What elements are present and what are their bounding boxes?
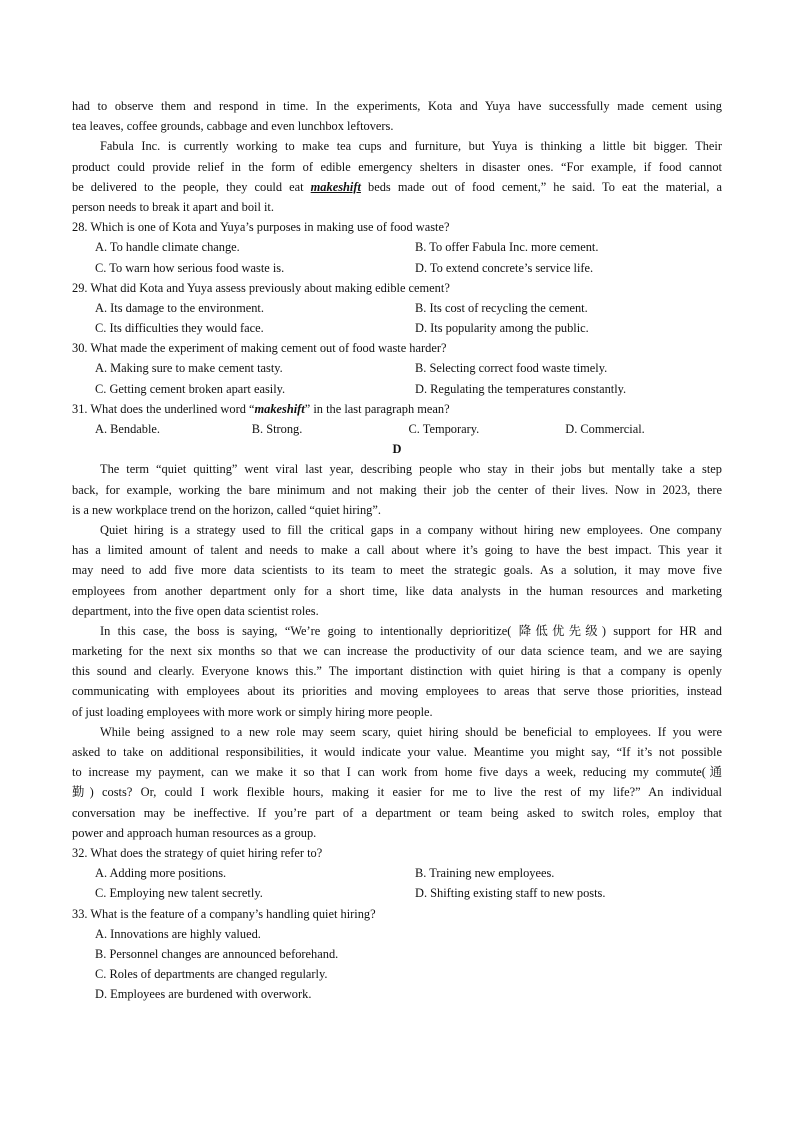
- text-span: 31. What does the underlined word “: [72, 401, 255, 416]
- text-line: Fabula Inc. is currently working to make tea cups and furniture, but Yuya is thinking a little bit bigger. Their: [100, 139, 722, 154]
- text-line: 勤) costs? Or, could I work flexible hours, making it easier for me to live the rest of my life?” An individual: [72, 785, 722, 800]
- text-line: to increase my payment, can we make it so that I can work from home five days a week, reducing my commute(通: [72, 765, 722, 780]
- exam-page: [72, 96, 722, 1004]
- text-line: has a limited amount of talent and needs to make a call about where it’s going to have the best impact. This year it: [72, 543, 722, 558]
- option-b: B. Selecting correct food waste timely.: [415, 361, 608, 376]
- option-b: B. To offer Fabula Inc. more cement.: [415, 240, 599, 255]
- text-line: In this case, the boss is saying, “We’re going to intentionally deprioritize( 降低优先级) support for HR and: [100, 623, 722, 638]
- question-32: [72, 843, 722, 904]
- option-c: C. Roles of departments are changed regularly.: [95, 967, 328, 982]
- passage-c-ending: [72, 96, 722, 217]
- option-row: [72, 237, 722, 257]
- passage-d-paragraph-3: [72, 621, 722, 722]
- option-b: B. Training new employees.: [415, 866, 555, 881]
- text-span: beds made out of food cement,” he said. To eat the material, a: [360, 179, 722, 194]
- text-span: be delivered to the people, they could eat: [72, 179, 311, 194]
- text-line: Quiet hiring is a strategy used to fill the critical gaps in a company without hiring new employees. One company: [100, 522, 722, 537]
- option-b: B. Strong.: [251, 422, 303, 436]
- underlined-word: makeshift: [310, 179, 361, 194]
- question-stem: 32. What does the strategy of quiet hiring refer to?: [72, 845, 323, 860]
- question-stem: 33. What is the feature of a company’s handling quiet hiring?: [72, 906, 376, 921]
- question-stem: 30. What made the experiment of making cement out of food waste harder?: [72, 341, 447, 356]
- text-line: of just loading employees with more work or simply hiring more people.: [72, 704, 433, 719]
- option-c: C. Getting cement broken apart easily.: [95, 381, 286, 396]
- passage-d-paragraph-2: [72, 520, 722, 621]
- option-row: [72, 298, 722, 318]
- option-d: D. Employees are burdened with overwork.: [95, 987, 312, 1002]
- question-28: [72, 217, 722, 278]
- question-stem: [72, 399, 722, 419]
- text-line: tea leaves, coffee grounds, cabbage and even lunchbox leftovers.: [72, 119, 394, 134]
- option-d: D. Regulating the temperatures constantly.: [415, 381, 627, 396]
- text-line: had to observe them and respond in time. In the experiments, Kota and Yuya have successfully made cement using: [72, 99, 722, 113]
- text-line: employees from another department only for a short time, like data analysts in the human resources and marketing: [72, 583, 722, 598]
- text-line: The term “quiet quitting” went viral last year, describing people who stay in their jobs but mentally take a step: [100, 462, 722, 477]
- text-line: power and approach human resources as a group.: [72, 825, 317, 840]
- text-line: marketing for the next six months so that we can increase the productivity of our data science team, and we are saying: [72, 644, 722, 659]
- option-a: A. Its damage to the environment.: [95, 300, 264, 315]
- option-b: B. Personnel changes are announced beforehand.: [95, 946, 339, 961]
- quoted-word: makeshift: [254, 401, 305, 416]
- option-b: B. Its cost of recycling the cement.: [415, 300, 588, 315]
- option-d: D. Shifting existing staff to new posts.: [415, 886, 606, 901]
- option-c: C. Temporary.: [408, 422, 480, 436]
- question-33: [72, 904, 722, 1005]
- option-d: D. Commercial.: [565, 422, 645, 436]
- option-d: D. To extend concrete’s service life.: [415, 260, 594, 275]
- question-30: [72, 338, 722, 399]
- option-a: A. Making sure to make cement tasty.: [95, 361, 283, 376]
- passage-d-paragraph-1: [72, 459, 722, 520]
- text-line: back, for example, working the bare minimum and not making their job the center of their lives. Now in 2023, there: [72, 482, 722, 497]
- option-row: [72, 318, 722, 338]
- option-c: C. To warn how serious food waste is.: [95, 260, 285, 275]
- option-row: [72, 863, 722, 883]
- question-stem: 28. Which is one of Kota and Yuya’s purposes in making use of food waste?: [72, 220, 450, 235]
- text-line: may need to add five more data scientists to its team to meet the strategic goals. As a solution, it may move five: [72, 563, 722, 578]
- text-line: asked to take on additional responsibilities, it would indicate your value. Meantime you might say, “If it’s not possible: [72, 745, 722, 759]
- option-c: C. Employing new talent secretly.: [95, 886, 263, 901]
- option-row: [72, 883, 722, 903]
- option-row: [72, 419, 722, 439]
- text-line: person needs to break it apart and boil it.: [72, 199, 274, 214]
- option-a: A. Bendable.: [95, 422, 161, 436]
- option-a: A. Adding more positions.: [95, 866, 227, 881]
- section-heading: D: [392, 442, 402, 457]
- question-stem: 29. What did Kota and Yuya assess previously about making edible cement?: [72, 280, 450, 295]
- passage-d-paragraph-4: [72, 722, 722, 843]
- text-line: While being assigned to a new role may seem scary, quiet hiring should be beneficial to employees. If you were: [100, 724, 722, 739]
- question-29: [72, 278, 722, 339]
- text-line: this sound and clearly. Everyone knows this.” The important distinction with quiet hiring is that a company is openly: [72, 664, 722, 679]
- text-line: [72, 177, 722, 197]
- option-c: C. Its difficulties they would face.: [95, 321, 264, 336]
- option-row: [72, 358, 722, 378]
- option-a: A. To handle climate change.: [95, 240, 240, 255]
- question-31: [72, 399, 722, 439]
- text-line: communicating with employees about its priorities and moving employees to areas that serve those priorities, instead: [72, 684, 722, 699]
- text-span: ” in the last paragraph mean?: [304, 401, 450, 416]
- text-line: is a new workplace trend on the horizon, called “quiet hiring”.: [72, 502, 381, 517]
- text-line: department, into the five open data scientist roles.: [72, 603, 319, 618]
- option-row: [72, 379, 722, 399]
- text-line: conversation may be ineffective. If you’re part of a department or team being asked to switch roles, employ that: [72, 805, 722, 820]
- option-a: A. Innovations are highly valued.: [95, 926, 261, 941]
- text-line: product could provide relief in the form of edible emergency shelters in disaster ones. “For example, if food cannot: [72, 159, 722, 174]
- option-row: [72, 258, 722, 278]
- option-d: D. Its popularity among the public.: [415, 321, 589, 336]
